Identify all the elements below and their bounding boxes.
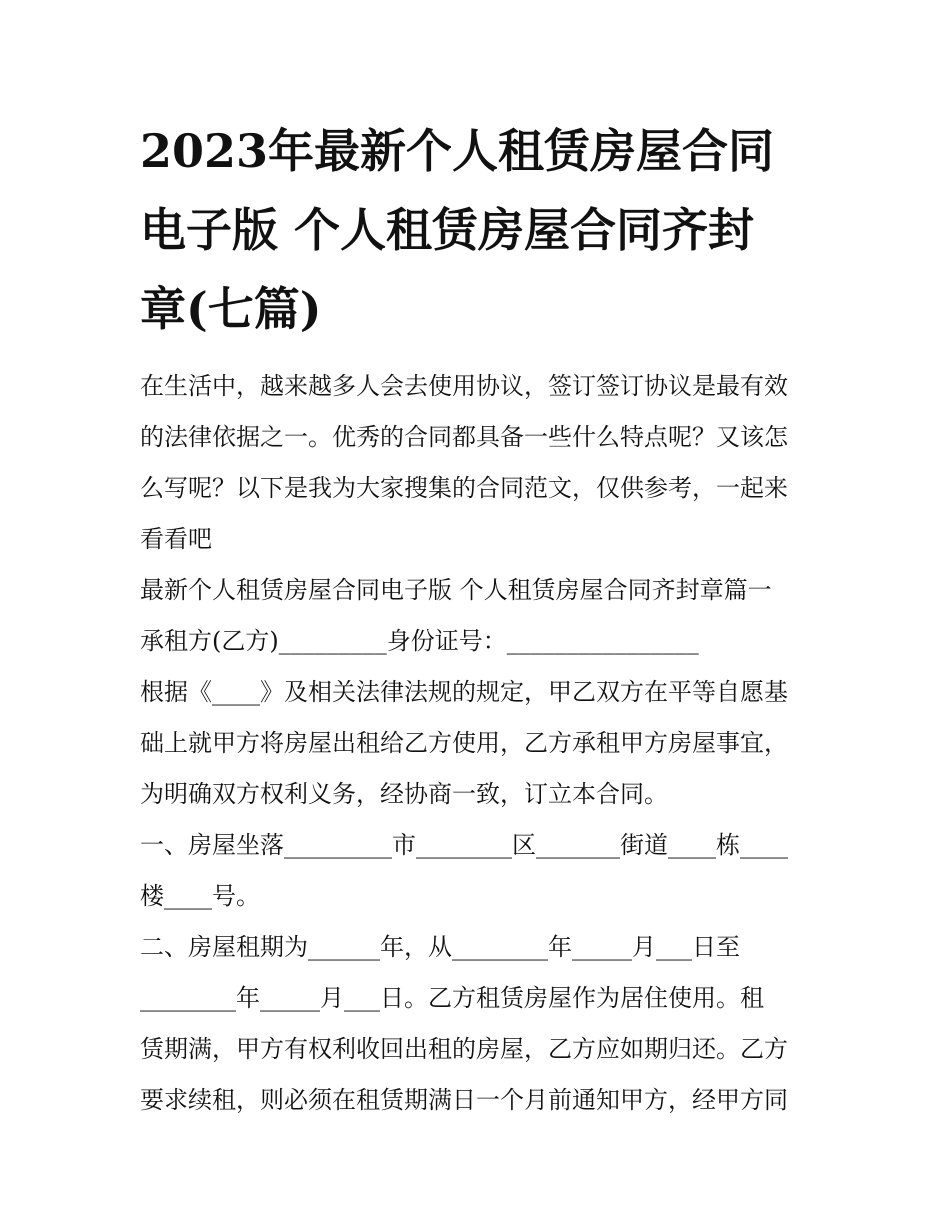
- clause-2-line-4: 要求续租，则必须在租赁期满日一个月前通知甲方，经甲方同: [140, 1086, 788, 1114]
- document-body: [140, 361, 820, 1126]
- basis-line-3: 为明确双方权利义务，经协商一致，订立本合同。: [140, 780, 668, 808]
- clause-2-line-3: 赁期满，甲方有权利收回出租的房屋，乙方应如期归还。乙方: [140, 1035, 788, 1063]
- clause-1-line-2: 楼____号。: [140, 882, 260, 910]
- section-heading: 最新个人租赁房屋合同电子版 个人租赁房屋合同齐封章篇一: [140, 576, 772, 604]
- clause-1-line-1: 一、房屋坐落_________市________区_______街道____栋____: [140, 831, 788, 859]
- title-line-2: 电子版 个人租赁房屋合同齐封: [140, 203, 755, 257]
- intro-line-3: 么写呢？以下是我为大家搜集的合同范文，仅供参考，一起来: [140, 474, 788, 502]
- intro-line-1: 在生活中，越来越多人会去使用协议，签订签订协议是最有效: [140, 372, 788, 400]
- clause-2-line-2: ________年_____月___日。乙方租赁房屋作为居住使用。租: [140, 984, 764, 1012]
- lessee-line: 承租方(乙方)_________身份证号：________________: [140, 627, 699, 655]
- basis-line-1: 根据《____》及相关法律法规的规定，甲乙双方在平等自愿基: [140, 678, 788, 706]
- basis-line-2: 础上就甲方将房屋出租给乙方使用，乙方承租甲方房屋事宜，: [140, 729, 788, 757]
- intro-line-4: 看看吧: [140, 525, 212, 553]
- title-line-1: 2023年最新个人租赁房屋合同: [140, 124, 775, 178]
- document-title: [140, 112, 820, 349]
- intro-line-2: 的法律依据之一。优秀的合同都具备一些什么特点呢？又该怎: [140, 423, 788, 451]
- clause-2-line-1: 二、房屋租期为______年，从________年_____月___日至: [140, 933, 740, 961]
- title-line-3: 章(七篇): [140, 282, 322, 336]
